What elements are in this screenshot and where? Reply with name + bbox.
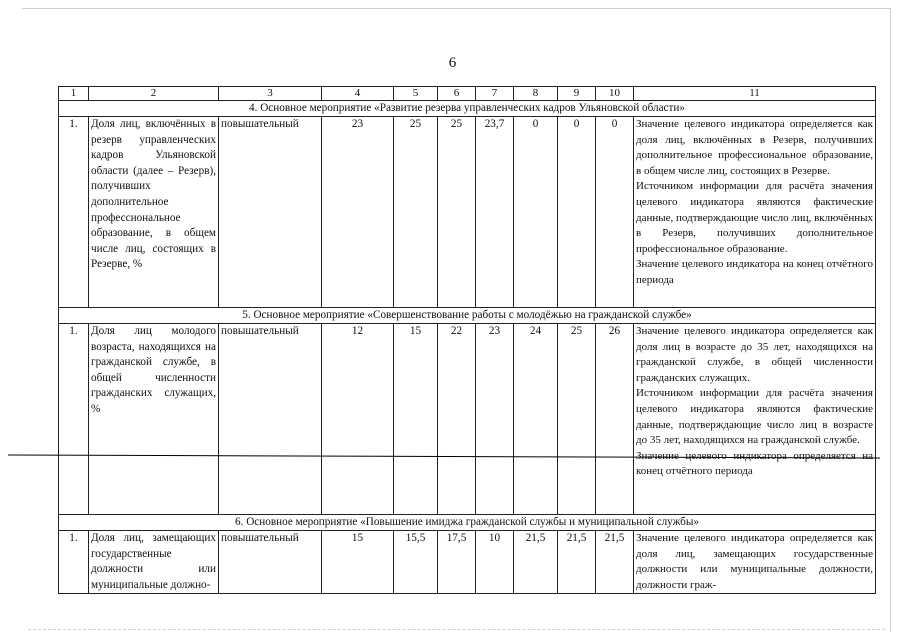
indicator-note xyxy=(634,531,876,594)
value-cell: 23 xyxy=(322,117,394,308)
value-cell: 21,5 xyxy=(558,531,596,594)
indicator-direction: повышательный xyxy=(219,324,322,515)
section-title-row xyxy=(59,101,876,117)
indicators-table xyxy=(58,86,876,594)
value-cell: 25 xyxy=(438,117,476,308)
indicator-direction: повышательный xyxy=(219,117,322,308)
value-cell: 23 xyxy=(476,324,514,515)
value-cell: 0 xyxy=(558,117,596,308)
value-cell: 21,5 xyxy=(596,531,634,594)
scan-edge xyxy=(28,629,885,633)
note-paragraph: Значение целевого индикатора определяется на конец отчётного периода xyxy=(636,449,873,478)
note-paragraph: Источником информации для расчёта значения целевого индикатора являются фактические данные, подтверждающие число лиц, включённых в Резерв, получивших дополнительное профессиональное образование. xyxy=(636,180,874,255)
column-header: 5 xyxy=(394,87,438,101)
note-paragraph: Значение целевого индикатора определяется как доля лиц в возрасте до 35 лет, находящихся на гражданской службе, в общей численности гражданских служащих. xyxy=(636,325,873,384)
value-cell: 26 xyxy=(596,324,634,515)
column-header: 7 xyxy=(476,87,514,101)
value-cell: 17,5 xyxy=(438,531,476,594)
indicator-note xyxy=(634,117,876,308)
value-cell: 22 xyxy=(438,324,476,515)
column-header: 11 xyxy=(634,87,876,101)
note-paragraph: Значение целевого индикатора на конец отчётного периода xyxy=(636,258,873,286)
value-cell: 15 xyxy=(394,324,438,515)
indicator-name: Доля лиц молодого возраста, находящихся на гражданской службе, в общей численности гражданских служащих, % xyxy=(89,324,219,515)
table-row xyxy=(59,324,876,515)
value-cell: 15,5 xyxy=(394,531,438,594)
row-number: 1. xyxy=(59,324,89,515)
column-header: 10 xyxy=(596,87,634,101)
value-cell: 23,7 xyxy=(476,117,514,308)
indicator-name: Доля лиц, включённых в резерв управленческих кадров Ульяновской области (далее – Резерв), получивших дополнительное профессиональное образование, в общем числе лиц, состоящих в Резерве, % xyxy=(89,117,219,308)
indicator-note xyxy=(634,324,876,515)
section-title: 5. Основное мероприятие «Совершенствование работы с молодёжью на гражданской службе» xyxy=(59,308,876,324)
row-number: 1. xyxy=(59,531,89,594)
row-number: 1. xyxy=(59,117,89,308)
section-title: 6. Основное мероприятие «Повышение имиджа гражданской службы и муниципальной службы» xyxy=(59,515,876,531)
section-title-row xyxy=(59,515,876,531)
column-header: 2 xyxy=(89,87,219,101)
table-header-row xyxy=(59,87,876,101)
page-number: 6 xyxy=(448,55,457,71)
column-header: 3 xyxy=(219,87,322,101)
column-header: 4 xyxy=(322,87,394,101)
value-cell: 15 xyxy=(322,531,394,594)
note-paragraph: Значение целевого индикатора определяется как доля лиц, замещающих государственные должности или муниципальные должности, должности граж- xyxy=(636,532,873,591)
section-title-row xyxy=(59,308,876,324)
column-header: 8 xyxy=(514,87,558,101)
value-cell: 24 xyxy=(514,324,558,515)
page-border-right xyxy=(890,8,891,632)
column-header: 9 xyxy=(558,87,596,101)
value-cell: 25 xyxy=(558,324,596,515)
value-cell: 10 xyxy=(476,531,514,594)
note-paragraph: Источником информации для расчёта значения целевого индикатора являются фактические данные, подтверждающие число лиц в возрасте до 35 лет, находящихся на гражданской службе. xyxy=(636,387,873,447)
column-header: 1 xyxy=(59,87,89,101)
page-border-top xyxy=(22,8,891,9)
note-paragraph: Значение целевого индикатора определяется как доля лиц, включённых в Резерв, получивших дополнительное профессиональное образование, в общем числе лиц, состоящих в Резерве. xyxy=(636,118,873,177)
value-cell: 25 xyxy=(394,117,438,308)
value-cell: 21,5 xyxy=(514,531,558,594)
value-cell: 12 xyxy=(322,324,394,515)
indicator-direction: повышательный xyxy=(219,531,322,594)
table-row xyxy=(59,531,876,594)
section-title: 4. Основное мероприятие «Развитие резерва управленческих кадров Ульяновской области» xyxy=(59,101,876,117)
table-row xyxy=(59,117,876,308)
column-header: 6 xyxy=(438,87,476,101)
indicator-name: Доля лиц, замещающих государственные должности или муниципальные должно- xyxy=(89,531,219,594)
value-cell: 0 xyxy=(514,117,558,308)
value-cell: 0 xyxy=(596,117,634,308)
